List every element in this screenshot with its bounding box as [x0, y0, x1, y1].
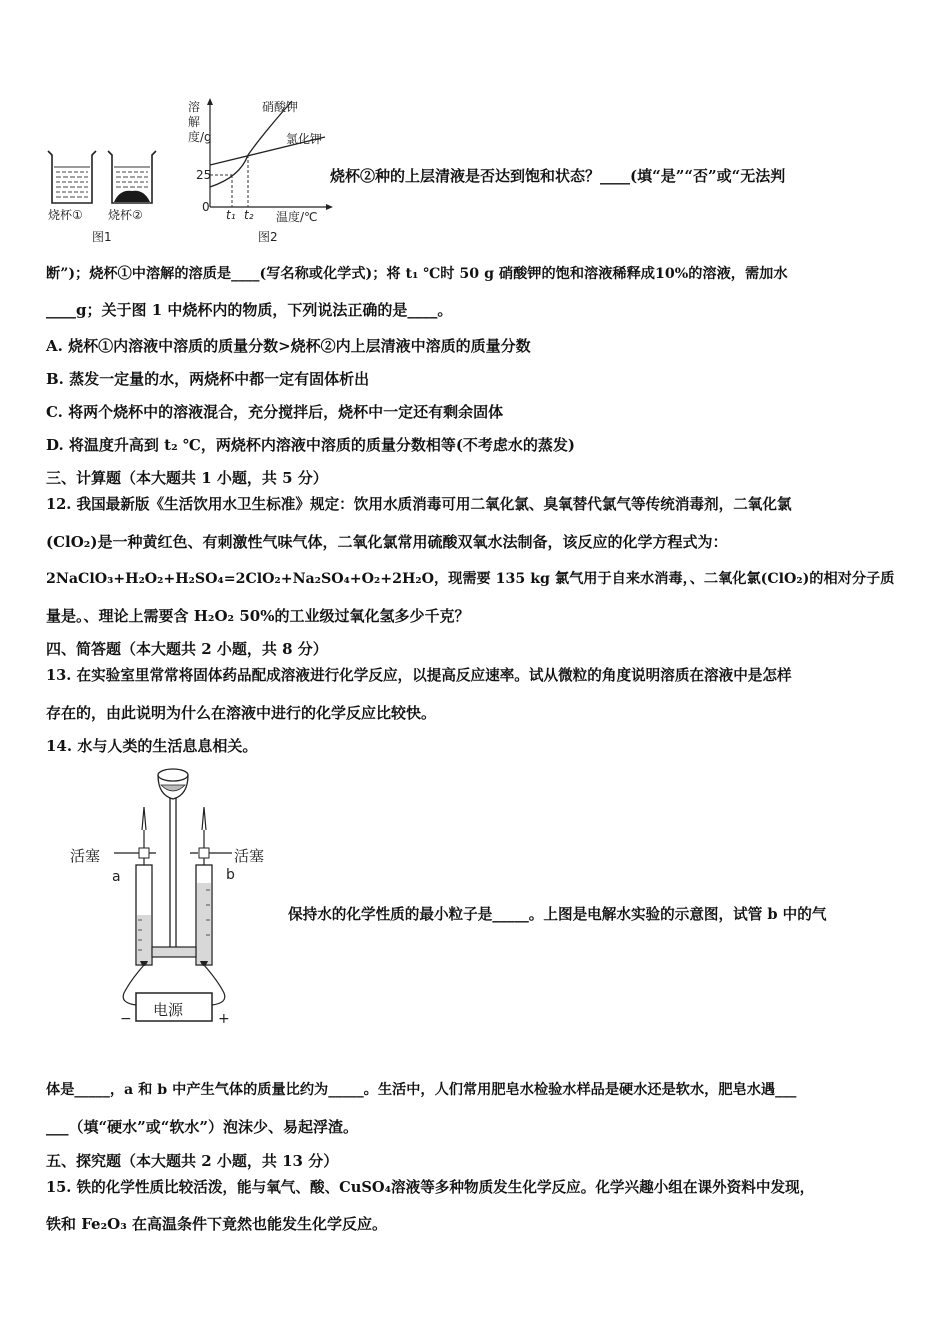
- tube-b-label: b: [226, 867, 235, 883]
- q14-line4: ___（填“硬水”或“软水”）泡沫少、易起浮渣。: [46, 1118, 359, 1136]
- figure-1-caption: 图1: [92, 230, 112, 244]
- q11-option-b: B. 蒸发一定量的水，两烧杯中都一定有固体析出: [46, 370, 370, 388]
- x-tick-t2: t₂: [244, 208, 254, 222]
- beaker-1-label: 烧杯①: [48, 208, 83, 222]
- valve-left-label: 活塞: [70, 847, 101, 865]
- power-supply-label: 电源: [153, 1001, 184, 1019]
- q14-line3: 体是_____，a 和 b 中产生气体的质量比约为_____。生活中，人们常用肥皂水检验水样品是硬水还是软水，肥皂水遇___: [46, 1082, 797, 1098]
- valve-right-label: 活塞: [234, 847, 265, 865]
- curve-kcl-label: 氯化钾: [286, 132, 323, 146]
- fig2-x-axis-label: 温度/℃: [276, 210, 318, 224]
- positive-terminal: +: [218, 1011, 230, 1027]
- q13-line2: 存在的，由此说明为什么在溶液中进行的化学反应比较快。: [46, 704, 437, 722]
- y-tick-25: 25: [196, 168, 212, 182]
- section-5-heading: 五、探究题（本大题共 2 小题，共 13 分）: [46, 1152, 339, 1170]
- q11-option-c: C. 将两个烧杯中的溶液混合，充分搅拌后，烧杯中一定还有剩余固体: [46, 403, 504, 421]
- q11-option-a: A. 烧杯①内溶液中溶质的质量分数>烧杯②内上层清液中溶质的质量分数: [46, 337, 531, 355]
- q12-line4: 量是。、理论上需要含 H₂O₂ 50%的工业级过氧化氢多少千克？: [46, 607, 470, 625]
- electrolysis-apparatus: [60, 765, 290, 1030]
- q11-line1: 烧杯②种的上层清液是否达到饱和状态？____(填“是”“否”或“无法判: [330, 167, 786, 185]
- beaker-2-drawing: [108, 151, 156, 203]
- beaker-1-drawing: [48, 151, 96, 203]
- q15-line2: 铁和 Fe₂O₃ 在高温条件下竟然也能发生化学反应。: [46, 1215, 388, 1233]
- x-tick-t1: t₁: [226, 208, 236, 222]
- q11-line2: 断”)；烧杯①中溶解的溶质是____(写名称或化学式)；将 t₁ ℃时 50 g 硝酸钾的饱和溶液稀释成10%的溶液，需加水: [46, 266, 788, 282]
- origin-label: 0: [202, 200, 210, 214]
- section-3-heading: 三、计算题（本大题共 1 小题，共 5 分）: [46, 469, 328, 487]
- tube-a-label: a: [112, 869, 121, 885]
- figure-2-caption: 图2: [258, 230, 278, 244]
- q12-line2: (ClO₂)是一种黄红色、有刺激性气味气体，二氧化氯常用硫酸双氧水法制备，该反应的化学方程式为：: [46, 533, 728, 551]
- section-4-heading: 四、简答题（本大题共 2 小题，共 8 分）: [46, 640, 328, 658]
- fig2-y-axis-label: 溶解度/g: [188, 100, 212, 144]
- q11-option-d: D. 将温度升高到 t₂ ℃，两烧杯内溶液中溶质的质量分数相等(不考虑水的蒸发): [46, 436, 576, 454]
- q12-line1: 12. 我国最新版《生活饮用水卫生标准》规定：饮用水质消毒可用二氧化氯、臭氧替代氯气等传统消毒剂，二氧化氯: [46, 496, 792, 513]
- q13-line1: 13. 在实验室里常常将固体药品配成溶液进行化学反应，以提高反应速率。试从微粒的角度说明溶质在溶液中是怎样: [46, 667, 792, 684]
- q14-line2: 保持水的化学性质的最小粒子是_____。上图是电解水实验的示意图，试管 b 中的气: [288, 906, 827, 923]
- q11-line3: ____g；关于图 1 中烧杯内的物质，下列说法正确的是____。: [46, 301, 453, 319]
- beaker-2-label: 烧杯②: [108, 208, 143, 222]
- negative-terminal: −: [120, 1011, 132, 1027]
- q15-line1: 15. 铁的化学性质比较活泼，能与氧气、酸、CuSO₄溶液等多种物质发生化学反应。化学兴趣小组在课外资料中发现，: [46, 1179, 815, 1196]
- q14-line1: 14. 水与人类的生活息息相关。: [46, 737, 258, 755]
- curve-kno3-label: 硝酸钾: [262, 100, 299, 114]
- q12-line3: 2NaClO₃+H₂O₂+H₂SO₄=2ClO₂+Na₂SO₄+O₂+2H₂O，现需要 135 kg 氯气用于自来水消毒，、二氧化氯(ClO₂)的相对分子质: [46, 571, 895, 587]
